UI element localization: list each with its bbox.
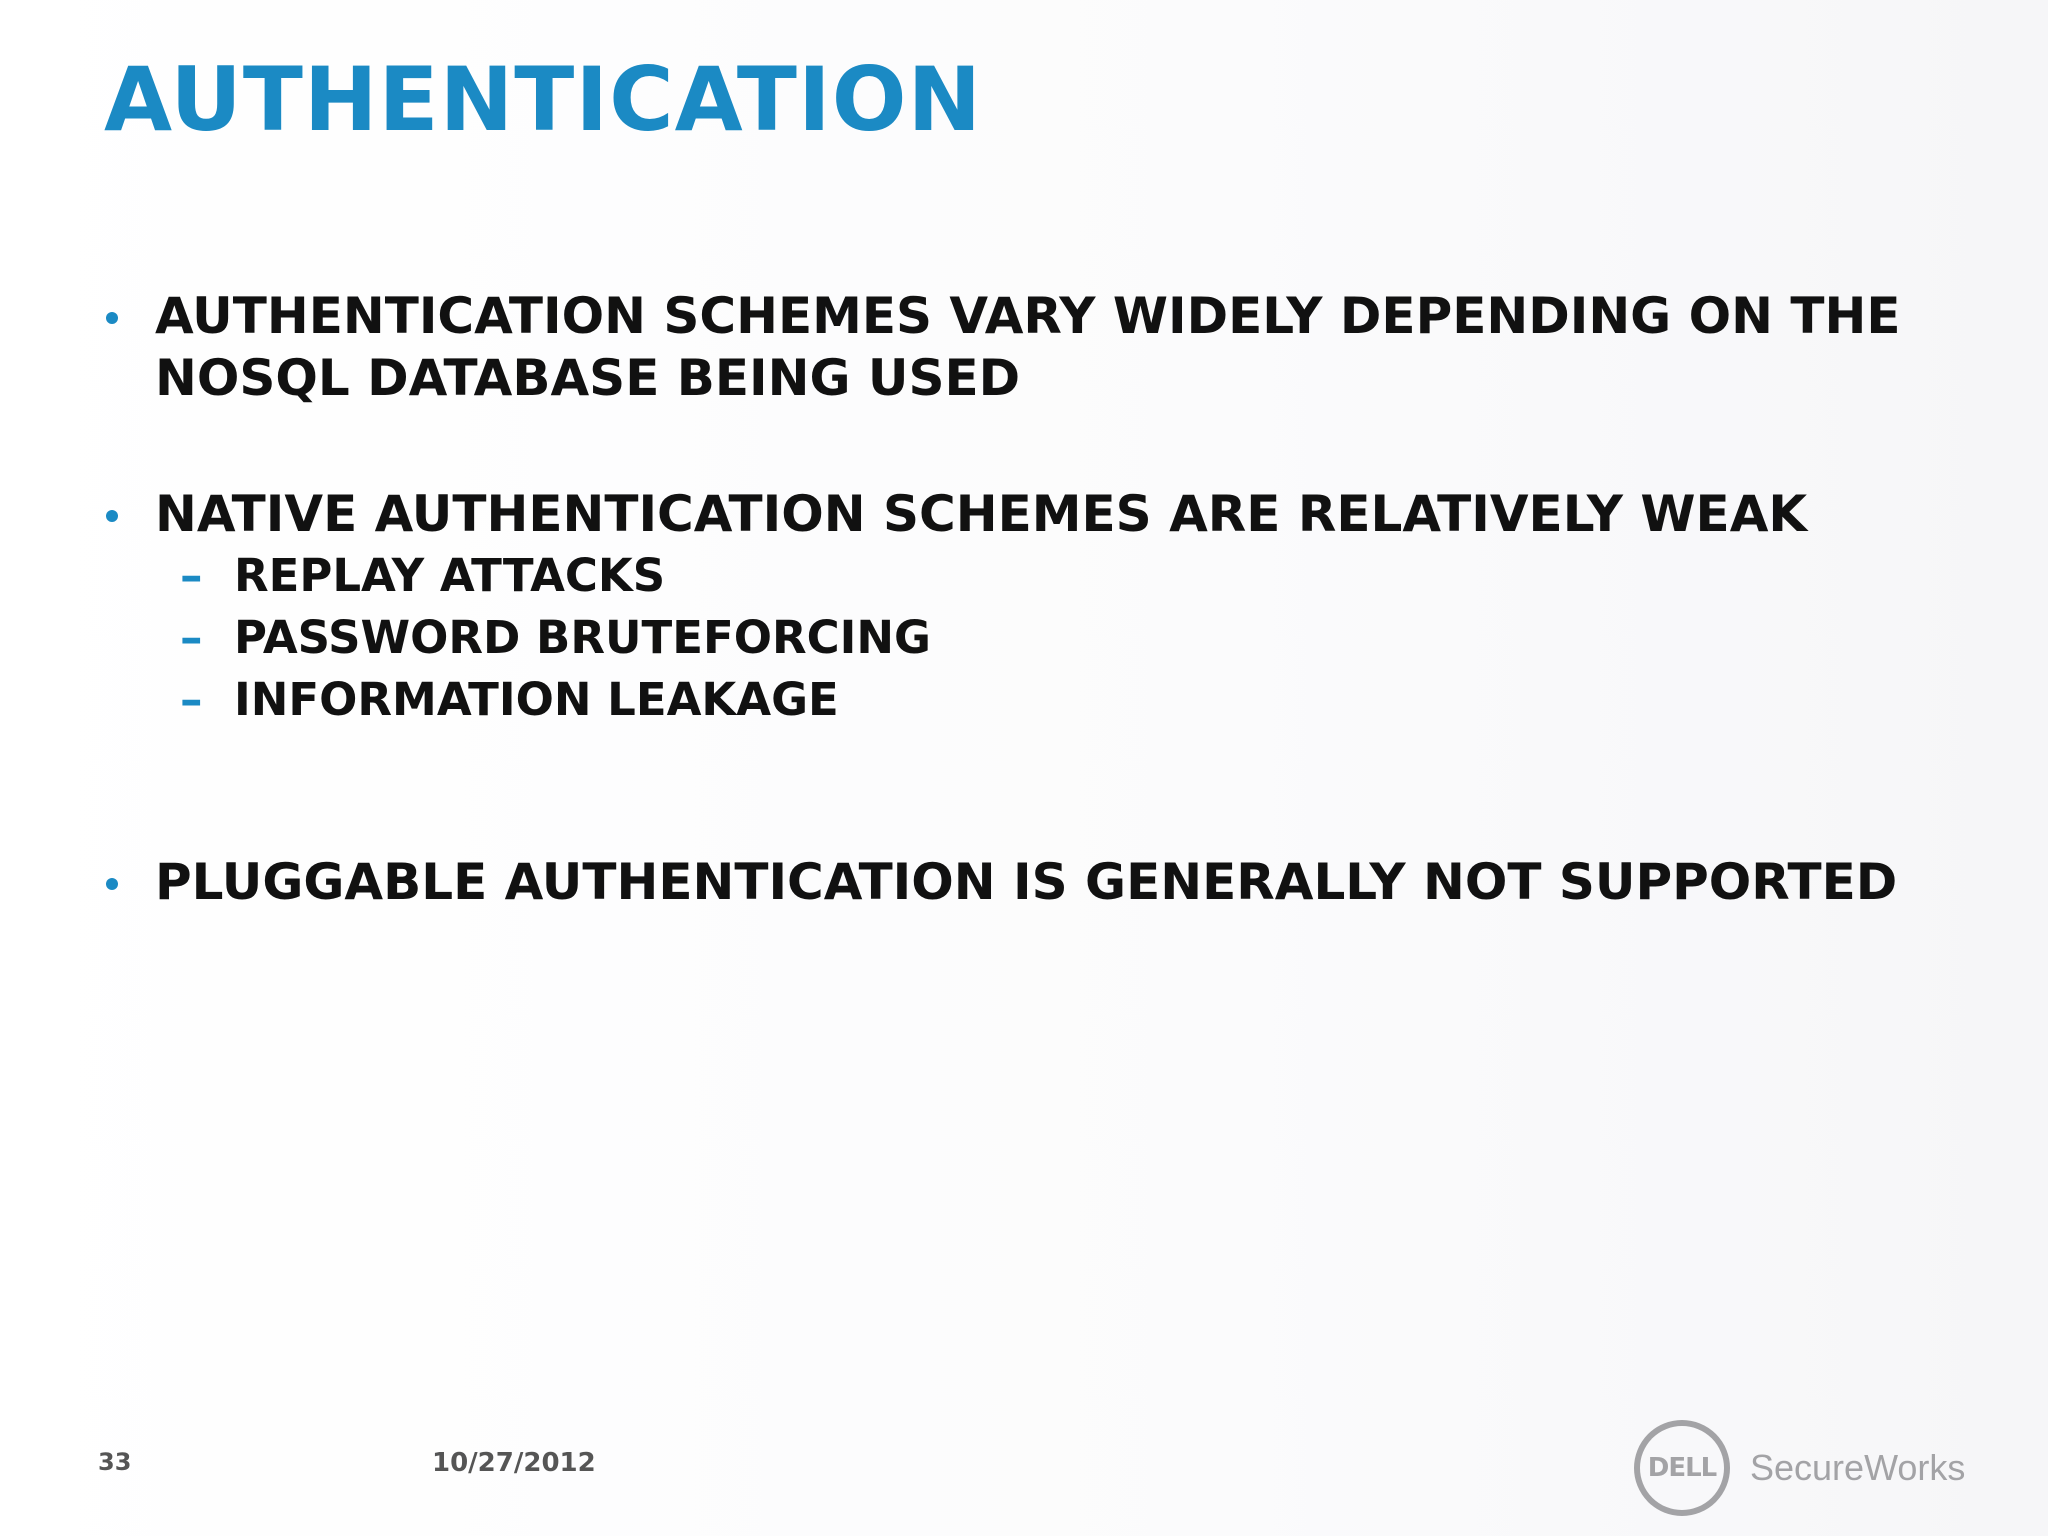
bullet-dot-icon (106, 510, 118, 522)
sub-bullet-item (180, 669, 2000, 731)
slide-number: 33 (98, 1448, 132, 1476)
bullet-text: NATIVE AUTHENTICATION SCHEMES ARE RELATIVELY WEAK (155, 485, 1808, 543)
sub-bullet-text: REPLAY ATTACKS (234, 549, 666, 602)
dell-secureworks-logo (1634, 1420, 1965, 1516)
sub-bullet-text: PASSWORD BRUTEFORCING (234, 611, 931, 664)
slide-date: 10/27/2012 (432, 1448, 596, 1478)
bullet-item (100, 483, 2000, 731)
bullet-text: AUTHENTICATION SCHEMES VARY WIDELY DEPENDING ON THE NOSQL DATABASE BEING USED (155, 287, 1901, 407)
logo-emblem-text: DELL (1647, 1453, 1717, 1483)
logo-brand-text: SecureWorks (1750, 1447, 1966, 1488)
sub-bullet-text: INFORMATION LEAKAGE (234, 673, 839, 726)
dash-icon: – (180, 549, 203, 602)
sub-bullet-item (180, 607, 2000, 669)
slide-title: AUTHENTICATION (104, 48, 983, 151)
bullet-text: PLUGGABLE AUTHENTICATION IS GENERALLY NOT SUPPORTED (155, 853, 1898, 911)
bullet-item (100, 285, 2000, 409)
dash-icon: – (180, 611, 203, 664)
sub-bullet-list (180, 545, 2000, 731)
dell-logo-icon (1634, 1420, 1730, 1516)
dash-icon: – (180, 673, 203, 726)
bullet-item (100, 851, 2000, 913)
bullet-list (100, 285, 2000, 913)
bullet-dot-icon (106, 878, 118, 890)
bullet-dot-icon (106, 312, 118, 324)
sub-bullet-item (180, 545, 2000, 607)
